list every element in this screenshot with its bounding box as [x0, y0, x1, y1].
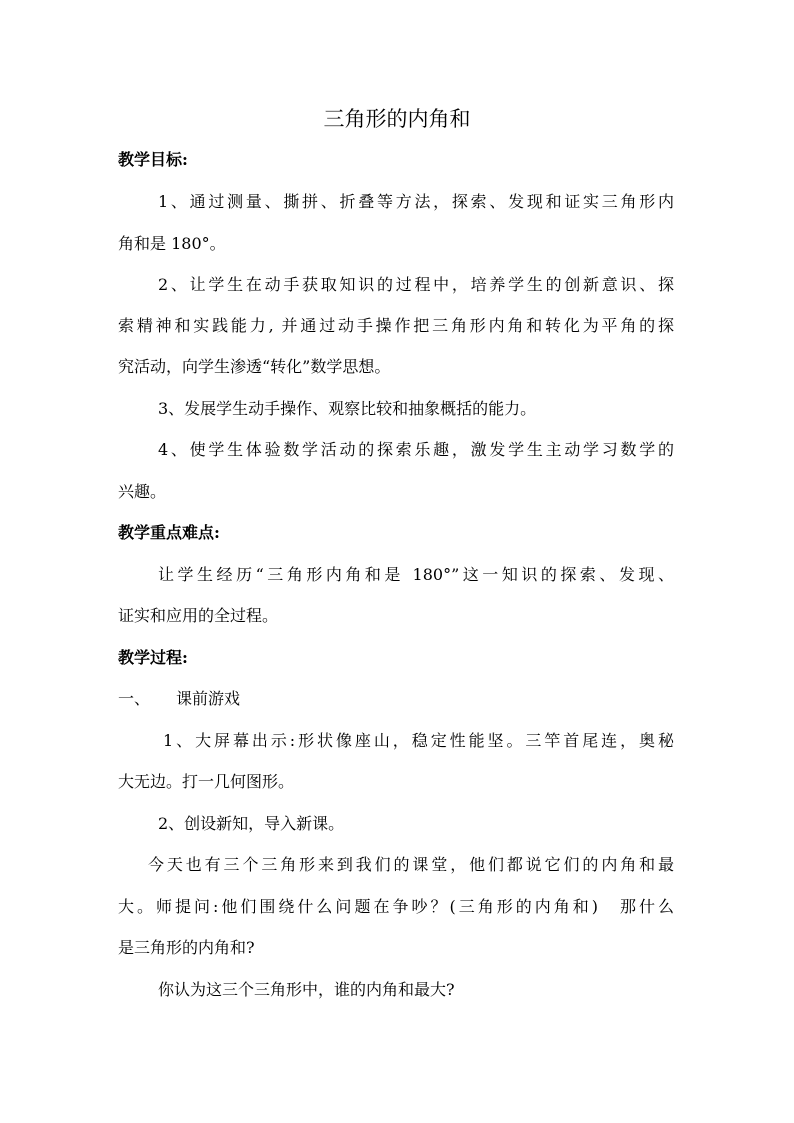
part-1-number: 一、 — [118, 689, 151, 708]
goal-2-line-2: 索精神和实践能力, 并通过动手操作把三角形内角和转化为平角的探 — [118, 316, 674, 335]
question-line: 你认为这三个三角形中，谁的内角和最大? — [158, 980, 455, 999]
goal-2-line-3: 究活动，向学生渗透“转化”数学思想。 — [118, 357, 391, 376]
step-1-line-1: 1、大屏幕出示:形状像座山，稳定性能坚。三竿首尾连，奥秘 — [163, 731, 674, 750]
keypoints-line-1: 让学生经历“三角形内角和是 180°”这一知识的探索、发现、 — [158, 565, 674, 584]
document-title: 三角形的内角和 — [323, 107, 471, 131]
paragraph-line-2: 大。师提问:他们围绕什么问题在争吵？(三角形的内角和) 那什么 — [118, 897, 674, 916]
goal-1-line-2: 角和是 180°。 — [118, 234, 226, 253]
process-heading: 教学过程: — [118, 648, 188, 667]
step-2-line-1: 2、创设新知，导入新课。 — [158, 814, 345, 833]
paragraph-line-3: 是三角形的内角和? — [118, 938, 255, 957]
step-1-line-2: 大无边。打一几何图形。 — [118, 772, 295, 791]
keypoints-heading: 教学重点难点: — [118, 523, 220, 542]
goal-3-line-1: 3、发展学生动手操作、观察比较和抽象概括的能力。 — [158, 399, 537, 418]
keypoints-line-2: 证实和应用的全过程。 — [118, 606, 279, 625]
goal-4-line-1: 4、使学生体验数学活动的探索乐趣，激发学生主动学习数学的 — [158, 440, 674, 459]
paragraph-line-1: 今天也有三个三角形来到我们的课堂，他们都说它们的内角和最 — [148, 855, 674, 874]
goal-2-line-1: 2、让学生在动手获取知识的过程中，培养学生的创新意识、探 — [158, 275, 674, 294]
part-1-label: 课前游戏 — [176, 689, 241, 708]
goal-4-line-2: 兴趣。 — [118, 482, 167, 501]
goal-1-line-1: 1、通过测量、撕拼、折叠等方法，探索、发现和证实三角形内 — [158, 192, 674, 211]
goals-heading: 教学目标: — [118, 150, 188, 169]
